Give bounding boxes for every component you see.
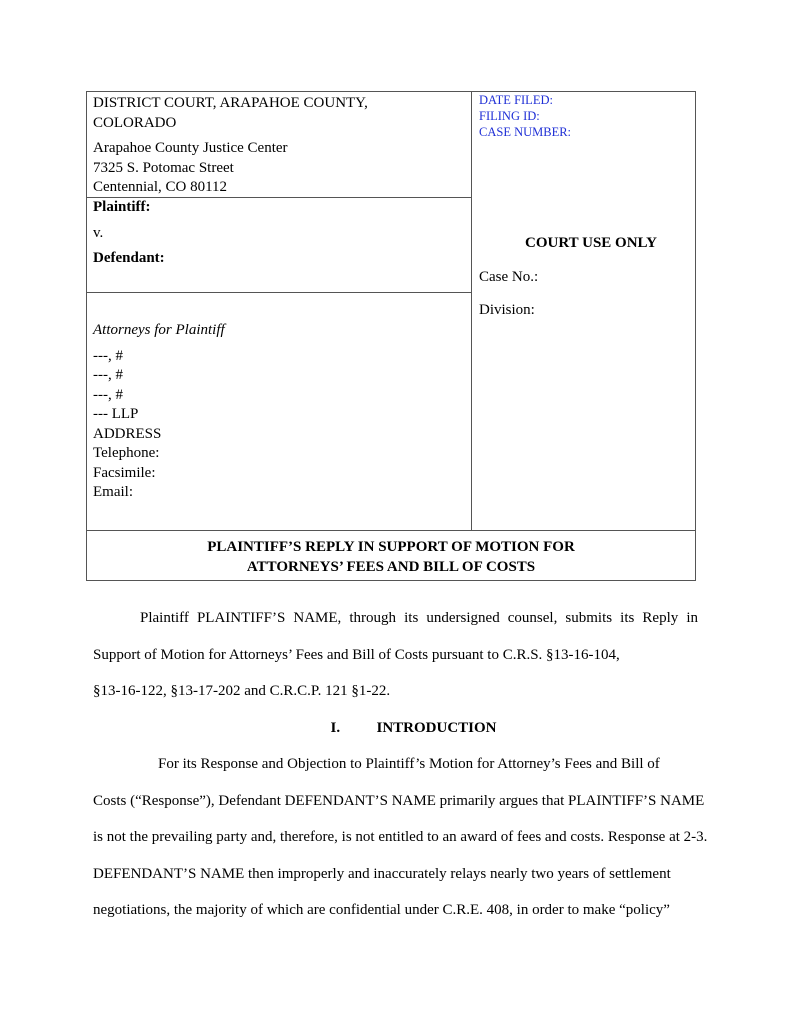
court-address-line: Centennial, CO 80112 <box>93 179 228 195</box>
attorney-line: ---, # <box>93 386 123 403</box>
court-address-line: Arapahoe County Justice Center <box>93 140 288 156</box>
court-name-line: COLORADO <box>93 114 177 131</box>
attorney-line: Email: <box>93 484 133 500</box>
paragraph-line: DEFENDANT’S NAME then improperly and inaccurately relays nearly two years of settlement <box>93 865 671 882</box>
date-filed-label: DATE FILED: <box>479 93 553 107</box>
case-caption-table <box>86 91 696 581</box>
versus-label: v. <box>93 224 104 241</box>
court-block <box>93 94 463 198</box>
court-name-line: DISTRICT COURT, ARAPAHOE COUNTY, <box>93 95 368 111</box>
caption-column-divider <box>471 92 472 530</box>
paragraph-line: Plaintiff PLAINTIFF’S NAME, through its undersigned counsel, submits its Reply in <box>140 610 698 626</box>
attorney-line: Telephone: <box>93 445 160 461</box>
paragraph-line: §13-16-122, §13-17-202 and C.R.C.P. 121 §1-22. <box>93 683 391 699</box>
case-number-label: CASE NUMBER: <box>479 125 572 139</box>
paragraph-line: Support of Motion for Attorneys’ Fees and Bill of Costs pursuant to C.R.S. §13-16-104, <box>93 646 620 663</box>
paragraph-line: For its Response and Objection to Plaintiff’s Motion for Attorney’s Fees and Bill of <box>158 756 660 772</box>
parties-block <box>93 198 463 275</box>
attorneys-title: Attorneys for Plaintiff <box>93 322 225 338</box>
document-title-line: ATTORNEYS’ FEES AND BILL OF COSTS <box>246 558 536 575</box>
court-use-only-label: COURT USE ONLY <box>524 235 657 251</box>
defendant-label: Defendant: <box>93 250 165 266</box>
plaintiff-label: Plaintiff: <box>93 199 151 215</box>
paragraph-line: negotiations, the majority of which are confidential under C.R.E. 408, in order to make “policy” <box>93 902 670 918</box>
attorney-line: --- LLP <box>93 406 139 422</box>
attorney-line: ---, # <box>93 347 123 364</box>
court-address-line: 7325 S. Potomac Street <box>93 159 234 176</box>
section-title: INTRODUCTION <box>376 719 497 736</box>
court-use-only-line <box>479 234 693 254</box>
attorney-line: ---, # <box>93 367 123 383</box>
caption-title-divider <box>87 530 695 531</box>
case-no-label: Case No.: <box>479 268 539 285</box>
section-heading <box>93 710 698 747</box>
filing-stamp-block <box>479 92 689 140</box>
court-use-block <box>479 204 693 335</box>
document-title <box>87 538 695 577</box>
section-number: I. <box>330 719 341 736</box>
attorney-block <box>93 321 463 503</box>
paragraph-line: Costs (“Response”), Defendant DEFENDANT’S NAME primarily argues that PLAINTIFF’S NAME <box>93 792 705 809</box>
filing-id-label: FILING ID: <box>479 109 540 123</box>
division-label: Division: <box>479 302 535 318</box>
paragraph-line: is not the prevailing party and, therefore, is not entitled to an award of fees and costs. Response at 2-3. <box>93 829 708 845</box>
document-body <box>93 600 708 929</box>
document-title-line: PLAINTIFF’S REPLY IN SUPPORT OF MOTION FOR <box>207 539 575 555</box>
caption-row-divider <box>87 292 471 293</box>
attorney-line: Facsimile: <box>93 464 156 481</box>
attorney-line: ADDRESS <box>93 425 162 442</box>
